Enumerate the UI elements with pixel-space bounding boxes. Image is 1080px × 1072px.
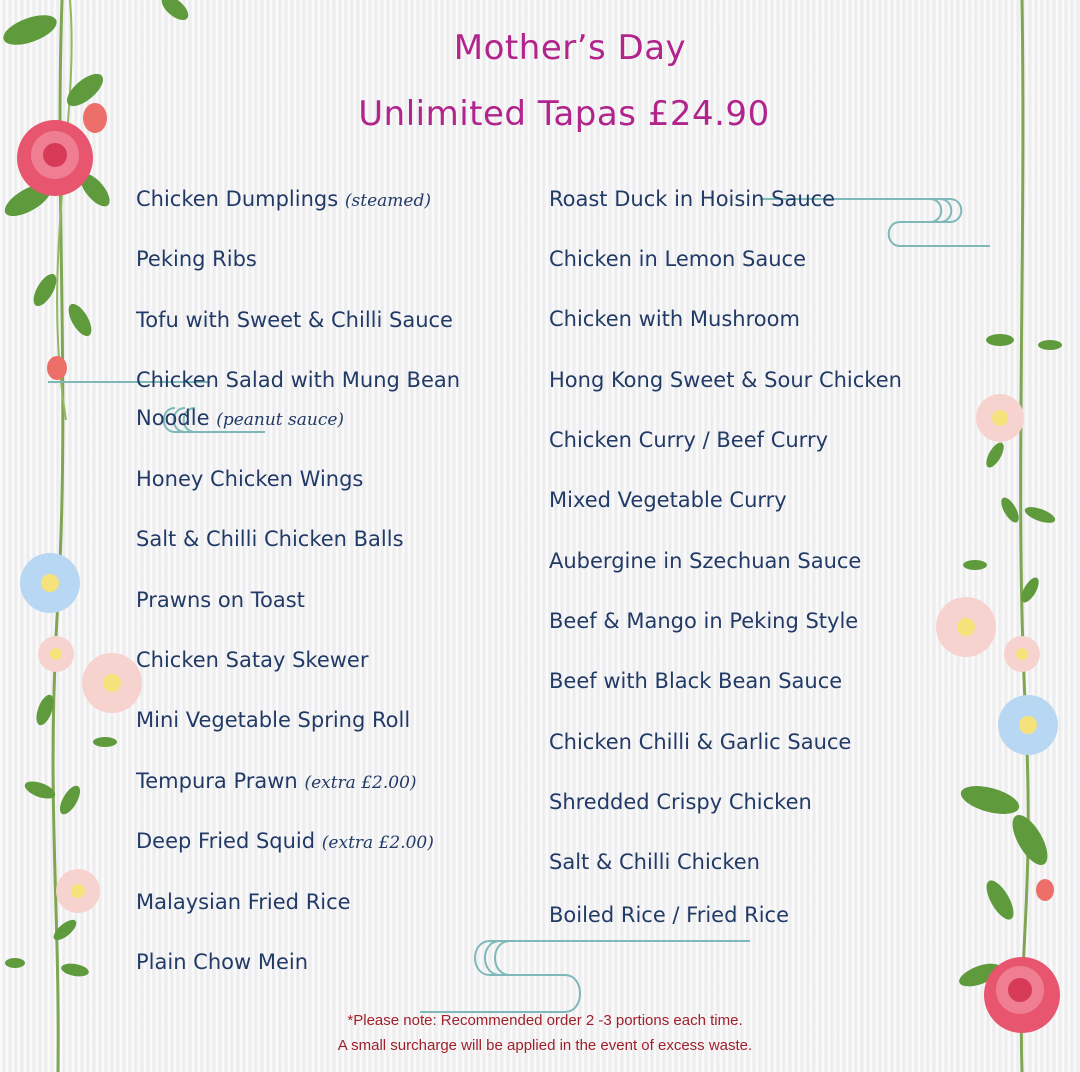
menu-item: Shredded Crispy Chicken bbox=[549, 790, 812, 814]
menu-item: Chicken Satay Skewer bbox=[136, 648, 369, 672]
menu-item: Beef with Black Bean Sauce bbox=[549, 669, 843, 693]
menu-item: Plain Chow Mein bbox=[136, 950, 309, 974]
menu-item: Roast Duck in Hoisin Sauce bbox=[549, 187, 836, 211]
menu-item: Peking Ribs bbox=[136, 247, 257, 271]
menu-item: Malaysian Fried Rice bbox=[136, 890, 351, 914]
page-subtitle: Unlimited Tapas £24.90 bbox=[358, 94, 770, 134]
menu-item: Honey Chicken Wings bbox=[136, 467, 364, 491]
page-title: Mother’s Day bbox=[453, 28, 687, 68]
menu-item: Salt & Chilli Chicken Balls bbox=[136, 527, 404, 551]
menu-item: Hong Kong Sweet & Sour Chicken bbox=[549, 368, 902, 392]
menu-item: Deep Fried Squid (extra £2.00) bbox=[136, 829, 434, 853]
menu-item: Mini Vegetable Spring Roll bbox=[136, 708, 411, 732]
menu-item: Boiled Rice / Fried Rice bbox=[549, 903, 790, 927]
menu-item: Tempura Prawn (extra £2.00) bbox=[136, 769, 417, 793]
menu-item: Aubergine in Szechuan Sauce bbox=[549, 549, 862, 573]
menu-item: Prawns on Toast bbox=[136, 588, 305, 612]
menu-item: Chicken in Lemon Sauce bbox=[549, 247, 807, 271]
menu-item-continuation: Noodle (peanut sauce) bbox=[136, 406, 345, 430]
menu-item: Beef & Mango in Peking Style bbox=[549, 609, 859, 633]
menu-item: Chicken Salad with Mung Bean bbox=[136, 368, 461, 392]
menu-item: Chicken Curry / Beef Curry bbox=[549, 428, 829, 452]
menu-item: Tofu with Sweet & Chilli Sauce bbox=[136, 308, 453, 332]
menu-item: Mixed Vegetable Curry bbox=[549, 488, 787, 512]
menu-item: Chicken with Mushroom bbox=[549, 307, 800, 331]
menu-item: Salt & Chilli Chicken bbox=[549, 850, 760, 874]
footer-note: *Please note: Recommended order 2 -3 portions each time. bbox=[347, 1012, 743, 1029]
footer-surcharge-note: A small surcharge will be applied in the event of excess waste. bbox=[337, 1037, 753, 1054]
menu-item: Chicken Chilli & Garlic Sauce bbox=[549, 730, 852, 754]
menu-item: Chicken Dumplings (steamed) bbox=[136, 187, 431, 211]
